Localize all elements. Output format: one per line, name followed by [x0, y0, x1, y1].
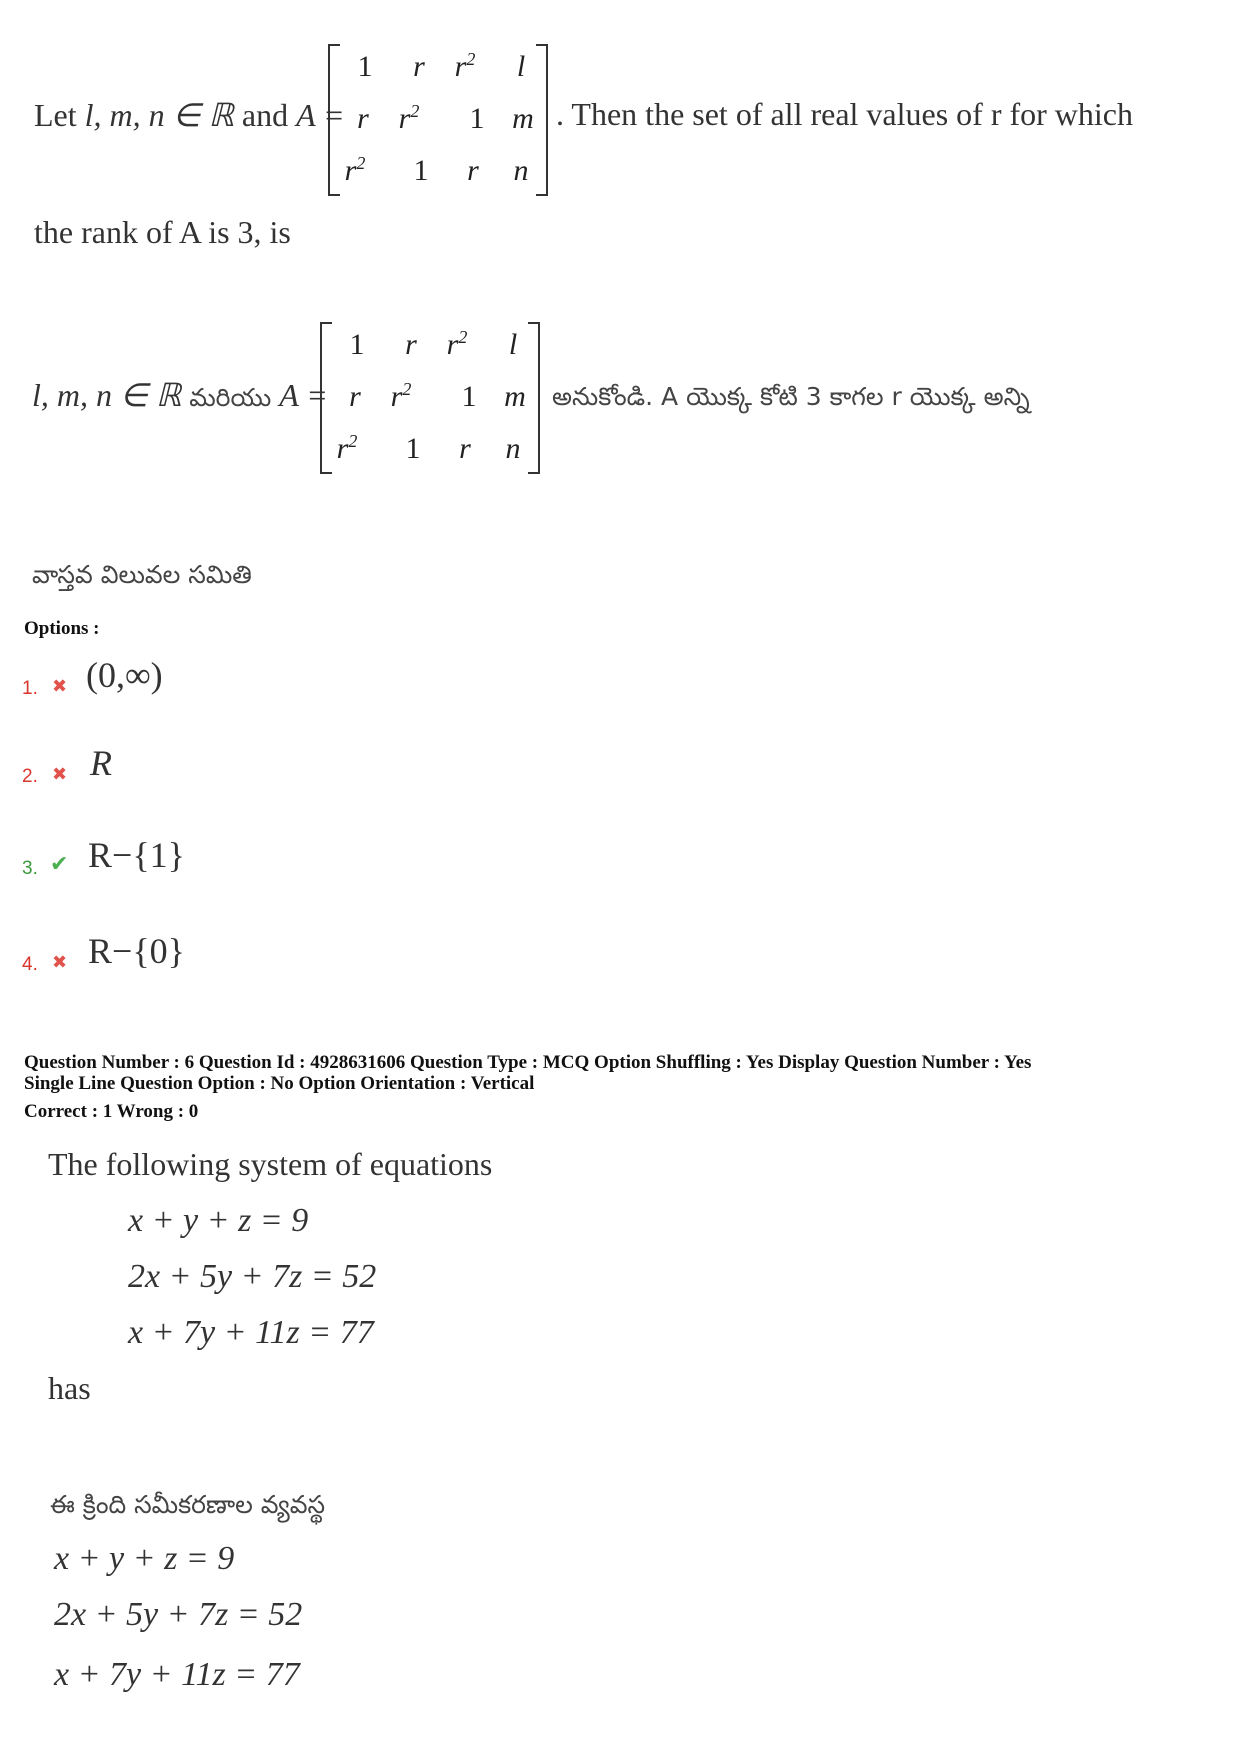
matrix-cell: r: [459, 432, 471, 465]
option-value: R: [90, 743, 112, 783]
matrix-cell: m: [504, 380, 526, 413]
matrix-cell: l: [508, 328, 518, 361]
matrix-cell: l: [516, 50, 526, 83]
q6-te-equation-2: 2x + 5y + 7z = 52: [54, 1596, 303, 1633]
q6-te-intro: ఈ క్రింది సమీకరణాల వ్యవస్థ: [50, 1490, 326, 1519]
q6-te-equation-3: x + 7y + 11z = 77: [54, 1656, 300, 1693]
wrong-icon: ✖: [52, 764, 68, 785]
q5-en-prefix: Let: [34, 97, 77, 133]
matrix-cell: r: [349, 380, 361, 413]
matrix-cell: $r^2$: [454, 49, 476, 83]
matrix-cell: 1: [357, 50, 373, 83]
option-3: [22, 832, 422, 888]
matrix-cell: 1: [405, 432, 421, 465]
correct-check-icon: ✔: [50, 852, 69, 877]
option-number: 1.: [22, 678, 38, 699]
matrix-cell: $r^2$: [390, 379, 412, 413]
q5-te-line1: [32, 376, 328, 419]
option-value: R−{0}: [88, 931, 185, 971]
q6-en-equation-2: 2x + 5y + 7z = 52: [128, 1258, 377, 1295]
q5-en-matrix: [328, 44, 548, 196]
wrong-icon: ✖: [52, 676, 68, 697]
matrix-cell: 1: [469, 102, 485, 135]
matrix-cell: n: [513, 154, 529, 187]
question-meta-line2: Single Line Question Option : No Option Orientation : Vertical: [24, 1073, 535, 1094]
matrix-cell: m: [512, 102, 534, 135]
q5-te-matrix-name: A =: [279, 377, 328, 413]
q5-en-suffix: . Then the set of all real values of r for which: [556, 96, 1133, 132]
matrix-cell: r: [413, 50, 425, 83]
matrix-cell: r: [405, 328, 417, 361]
q6-te-equation-1: x + y + z = 9: [54, 1540, 235, 1577]
wrong-icon: ✖: [52, 952, 68, 973]
option-4: [22, 928, 422, 984]
option-value: (0,∞): [86, 655, 163, 695]
option-2: [22, 740, 422, 796]
matrix-cell: 1: [413, 154, 429, 187]
option-number: 3.: [22, 858, 38, 879]
matrix-cell: $r^2$: [446, 327, 468, 361]
q5-en-line2: the rank of A is 3, is: [34, 214, 291, 250]
matrix-cell: r: [357, 102, 369, 135]
question-meta-line1: Question Number : 6 Question Id : 4928631606 Question Type : MCQ Option Shuffling : Yes Display Question Number : Yes: [24, 1052, 1032, 1073]
q5-en-matrix-name: A =: [296, 97, 345, 133]
q5-te-matrix: [320, 322, 540, 474]
option-number: 4.: [22, 954, 38, 975]
options-label: Options :: [24, 618, 100, 639]
q5-en-sets: l, m, n ∈ ℝ: [84, 97, 234, 133]
q6-en-intro: The following system of equations: [48, 1146, 493, 1182]
option-1: [22, 652, 422, 708]
q5-en-line1: [34, 96, 345, 134]
q5-te-and: మరియు: [189, 383, 272, 412]
option-number: 2.: [22, 766, 38, 787]
matrix-cell: 1: [461, 380, 477, 413]
q5-te-suffix: అనుకోండి. A యొక్క కోటి 3 కాగల r యొక్క అన్ని: [552, 382, 1030, 411]
matrix-cell: $r^2$: [398, 101, 420, 135]
q5-en-and: and: [241, 97, 289, 133]
matrix-cell: n: [505, 432, 521, 465]
option-value: R−{1}: [88, 835, 185, 875]
matrix-cell: $r^2$: [336, 431, 358, 465]
q5-te-line2: వాస్తవ విలువల సమితి: [32, 560, 252, 589]
q6-en-equation-1: x + y + z = 9: [128, 1202, 309, 1239]
question-meta-line3: Correct : 1 Wrong : 0: [24, 1101, 199, 1122]
matrix-cell: $r^2$: [344, 153, 366, 187]
matrix-cell: r: [467, 154, 479, 187]
q5-te-sets: l, m, n ∈ ℝ: [32, 377, 182, 413]
q6-en-equation-3: x + 7y + 11z = 77: [128, 1314, 374, 1351]
q6-en-has: has: [48, 1370, 91, 1406]
matrix-cell: 1: [349, 328, 365, 361]
